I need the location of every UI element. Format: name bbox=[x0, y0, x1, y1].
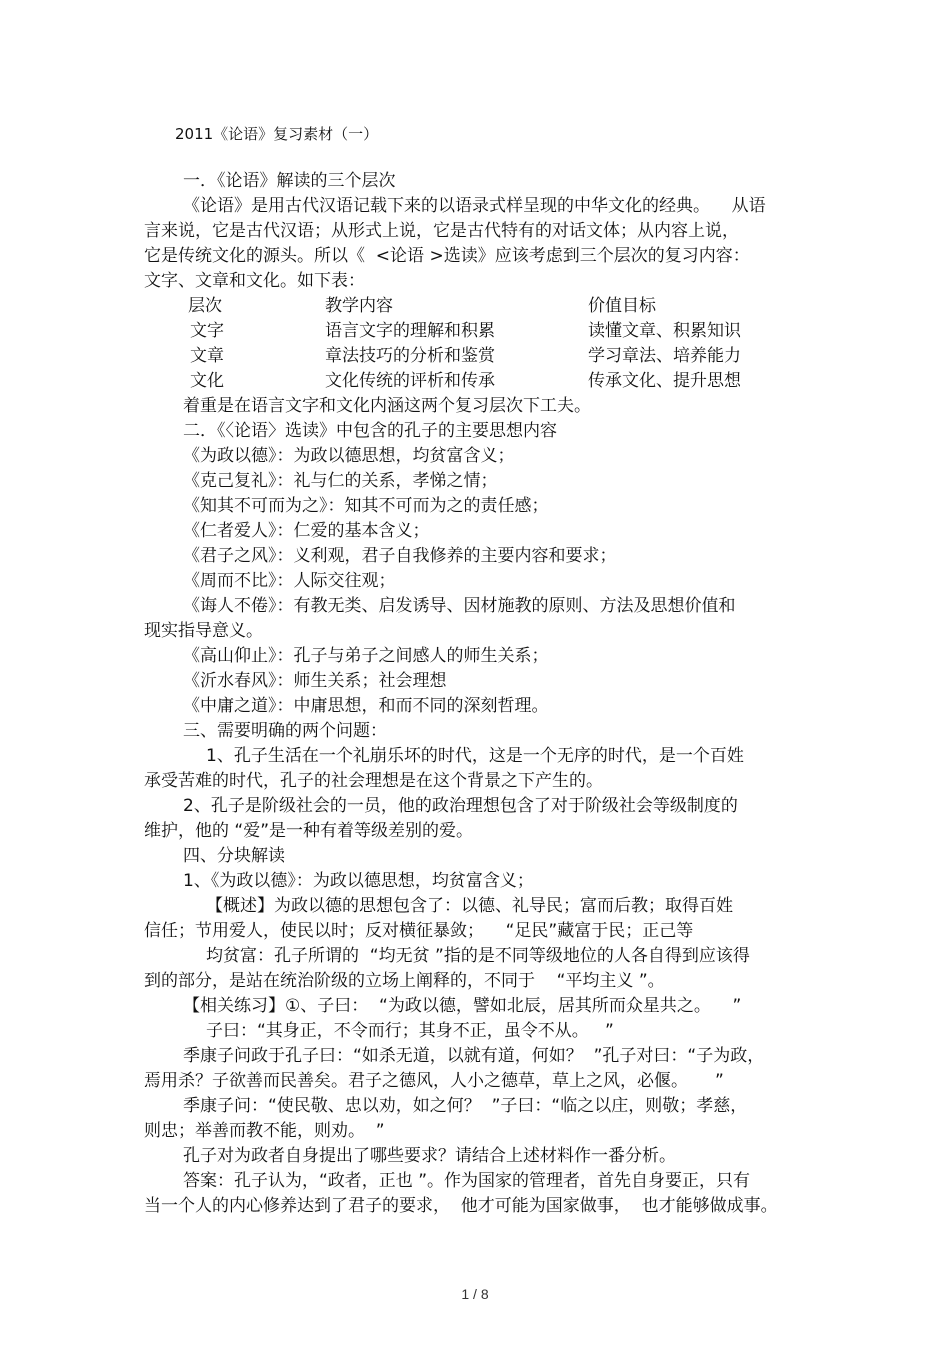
list-item: 《克己复礼》：礼与仁的关系，孝悌之情； bbox=[183, 471, 498, 491]
paragraph-line: 【概述】为政以德的思想包含了：以德、礼导民；富而后教；取得百姓 bbox=[206, 896, 733, 916]
table-cell: 学习章法、培养能力 bbox=[588, 346, 741, 366]
paragraph-line: 到的部分，是站在统治阶级的立场上阐释的，不同于 “平均主义 ”。 bbox=[144, 971, 665, 991]
section-3-heading: 三、需要明确的两个问题： bbox=[183, 721, 387, 741]
list-item: 《沂水春风》：师生关系；社会理想 bbox=[183, 671, 447, 691]
document-title: 2011《论语》复习素材（一） bbox=[175, 125, 379, 143]
page-number: 1 / 8 bbox=[461, 1286, 489, 1302]
list-item: 《周而不比》：人际交往观； bbox=[183, 571, 396, 591]
list-item: 现实指导意义。 bbox=[144, 621, 263, 641]
list-item: 《中庸之道》：中庸思想，和而不同的深刻哲理。 bbox=[183, 696, 549, 716]
practice-line: 季康子问：“使民敬、忠以劝，如之何？ ”子曰：“临之以庄，则敬；孝慈， bbox=[183, 1096, 748, 1116]
paragraph-line: 言来说，它是古代汉语；从形式上说，它是古代特有的对话文体；从内容上说， bbox=[144, 221, 739, 241]
section-1-heading: 一．《论语》解读的三个层次 bbox=[183, 171, 396, 191]
table-header-goal: 价值目标 bbox=[588, 296, 656, 316]
list-item: 《仁者爱人》：仁爱的基本含义； bbox=[183, 521, 430, 541]
practice-line: 子曰：“其身正，不令而行；其身不正，虽令不从。 ” bbox=[206, 1021, 614, 1041]
table-header-level: 层次 bbox=[188, 296, 222, 316]
table-header-content: 教学内容 bbox=[325, 296, 393, 316]
paragraph-line: 均贫富：孔子所谓的 “均无贫 ”指的是不同等级地位的人各自得到应该得 bbox=[206, 946, 750, 966]
table-cell: 传承文化、提升思想 bbox=[588, 371, 741, 391]
practice-line: 焉用杀？子欲善而民善矣。君子之德风，人小之德草，草上之风，必偃。 ” bbox=[144, 1071, 724, 1091]
table-cell: 文化传统的评析和传承 bbox=[325, 371, 495, 391]
paragraph-line: 2、孔子是阶级社会的一员，他的政治理想包含了对于阶级社会等级制度的 bbox=[183, 796, 738, 816]
paragraph-line: 信任；节用爱人，使民以时；反对横征暴敛； “足民”藏富于民；正己等 bbox=[144, 921, 694, 941]
paragraph-line: 承受苦难的时代，孔子的社会理想是在这个背景之下产生的。 bbox=[144, 771, 603, 791]
table-cell: 文化 bbox=[190, 371, 224, 391]
table-cell: 读懂文章、积累知识 bbox=[588, 321, 741, 341]
list-item: 《为政以德》：为政以德思想，均贫富含义； bbox=[183, 446, 515, 466]
list-item: 《君子之风》：义利观，君子自我修养的主要内容和要求； bbox=[183, 546, 617, 566]
practice-line: 【相关练习】①、子曰： “为政以德，譬如北辰，居其所而众星共之。 ” bbox=[183, 996, 742, 1016]
paragraph-line: 《论语》是用古代汉语记载下来的以语录式样呈现的中华文化的经典。 从语 bbox=[183, 196, 766, 216]
table-cell: 文章 bbox=[190, 346, 224, 366]
answer-line: 当一个人的内心修养达到了君子的要求， 他才可能为国家做事， 也才能够做成事。 bbox=[144, 1196, 778, 1216]
table-cell: 语言文字的理解和积累 bbox=[325, 321, 495, 341]
paragraph-line: 它是传统文化的源头。所以《 <论语 >选读》应该考虑到三个层次的复习内容： bbox=[144, 246, 750, 266]
list-item: 《知其不可而为之》：知其不可而为之的责任感； bbox=[183, 496, 549, 516]
list-item: 《诲人不倦》：有教无类、启发诱导、因材施教的原则、方法及思想价值和 bbox=[183, 596, 736, 616]
list-item: 《高山仰止》：孔子与弟子之间感人的师生关系； bbox=[183, 646, 549, 666]
subsection-heading: 1、《为政以德》：为政以德思想，均贫富含义； bbox=[183, 871, 534, 891]
answer-line: 答案：孔子认为，“政者，正也 ”。作为国家的管理者，首先自身要正，只有 bbox=[183, 1171, 751, 1191]
practice-line: 季康子问政于孔子曰：“如杀无道，以就有道，何如？ ”孔子对曰：“子为政， bbox=[183, 1046, 765, 1066]
paragraph-line: 1、孔子生活在一个礼崩乐坏的时代，这是一个无序的时代，是一个百姓 bbox=[206, 746, 744, 766]
paragraph-line: 着重是在语言文字和文化内涵这两个复习层次下工夫。 bbox=[183, 396, 591, 416]
section-4-heading: 四、分块解读 bbox=[183, 846, 285, 866]
paragraph-line: 维护，他的 “爱”是一种有着等级差别的爱。 bbox=[144, 821, 474, 841]
table-cell: 章法技巧的分析和鉴赏 bbox=[325, 346, 495, 366]
section-2-heading: 二．《〈论语〉选读》中包含的孔子的主要思想内容 bbox=[183, 421, 557, 441]
question-line: 孔子对为政者自身提出了哪些要求？请结合上述材料作一番分析。 bbox=[183, 1146, 676, 1166]
table-cell: 文字 bbox=[190, 321, 224, 341]
paragraph-line: 文字、文章和文化。如下表： bbox=[144, 271, 365, 291]
practice-line: 则忠；举善而教不能，则劝。 ” bbox=[144, 1121, 385, 1141]
